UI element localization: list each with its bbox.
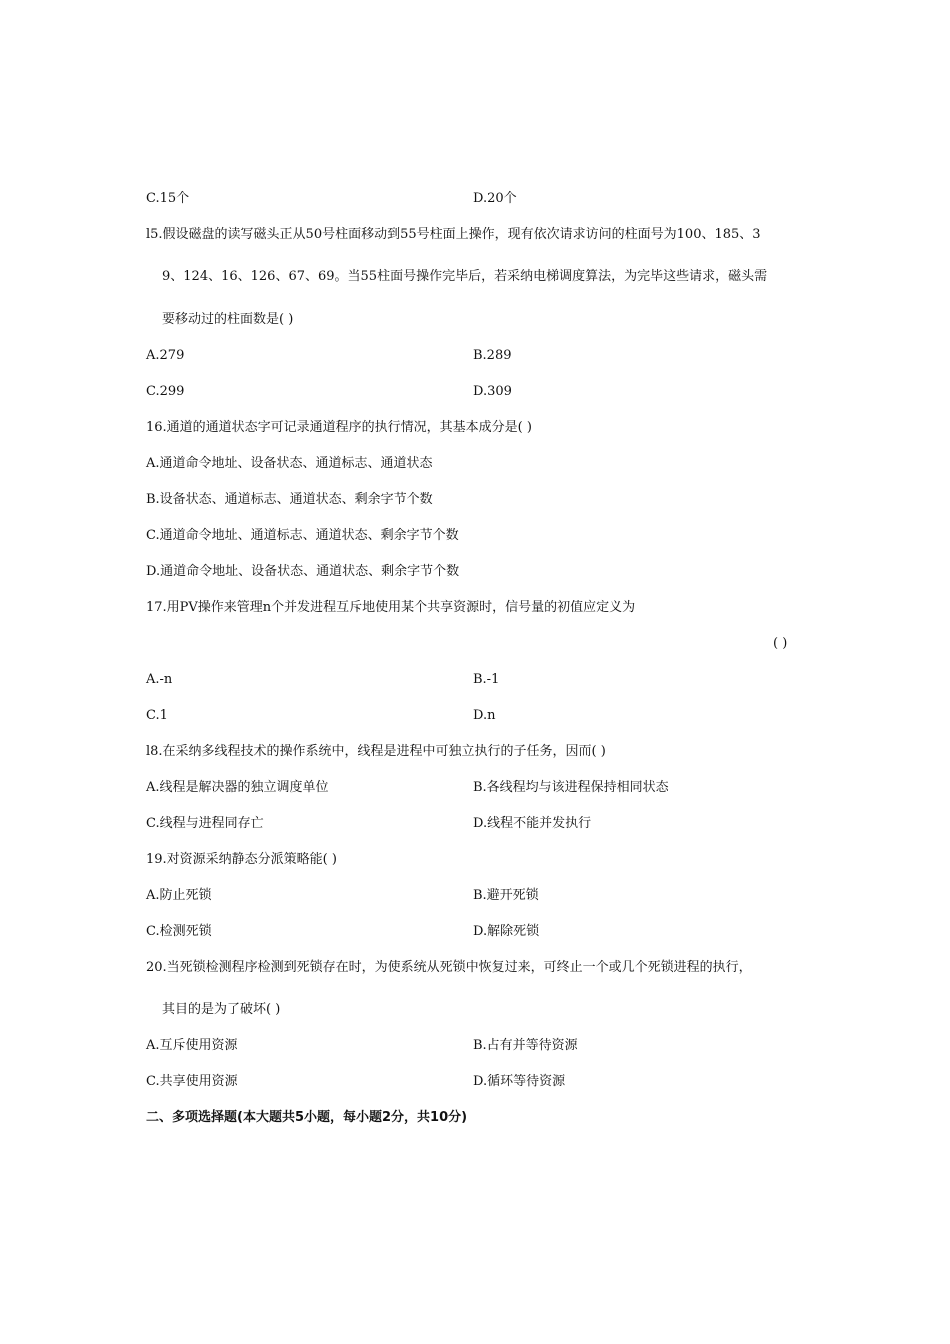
q20-option-b: B.占有并等待资源 [473,1038,578,1053]
q15-option-d: D.309 [473,384,512,399]
q18-option-b: B.各线程均与该进程保持相同状态 [473,780,669,795]
q14-option-c: C.15个 [146,191,190,206]
q19-option-a: A.防止死锁 [146,888,212,903]
q20-stem-line2: 其目的是为了破坏( ) [162,1002,281,1017]
q19-option-d: D.解除死锁 [473,924,540,939]
q20-option-c: C.共享使用资源 [146,1074,238,1089]
q15-option-b: B.289 [473,348,512,363]
q15-option-c: C.299 [146,384,185,399]
q18-option-a: A.线程是解决器的独立调度单位 [146,780,329,795]
q16-option-d: D.通道命令地址、设备状态、通道状态、剩余字节个数 [146,564,460,579]
q15-stem-line2: 9、124、16、126、67、69。当55柱面号操作完毕后，若采纳电梯调度算法，为完毕这些请求，磁头需 [162,269,768,284]
q16-option-a: A.通道命令地址、设备状态、通道标志、通道状态 [146,456,433,471]
q16-option-c: C.通道命令地址、通道标志、通道状态、剩余字节个数 [146,528,459,543]
q18-option-c: C.线程与进程同存亡 [146,816,264,831]
q17-answer-paren: ( ) [773,636,788,651]
q17-stem: 17.用PV操作来管理n个并发进程互斥地使用某个共享资源时，信号量的初值应定义为 [146,600,636,615]
q16-option-b: B.设备状态、通道标志、通道状态、剩余字节个数 [146,492,433,507]
q17-option-b: B.-1 [473,672,500,687]
q18-stem: l8.在采纳多线程技术的操作系统中，线程是进程中可独立执行的子任务，因而( ) [146,744,606,759]
q15-stem-line1: l5.假设磁盘的读写磁头正从50号柱面移动到55号柱面上操作，现有依次请求访问的柱面号为100、185、3 [146,227,761,242]
q17-option-d: D.n [473,708,496,723]
q15-stem-line3: 要移动过的柱面数是( ) [162,312,294,327]
q15-option-a: A.279 [146,348,185,363]
q20-option-d: D.循环等待资源 [473,1074,566,1089]
q19-stem: 19.对资源采纳静态分派策略能( ) [146,852,337,867]
q18-option-d: D.线程不能并发执行 [473,816,592,831]
q19-option-c: C.检测死锁 [146,924,212,939]
q20-option-a: A.互斥使用资源 [146,1038,238,1053]
q14-option-d: D.20个 [473,191,517,206]
q17-option-a: A.-n [146,672,173,687]
q16-stem: 16.通道的通道状态字可记录通道程序的执行情况，其基本成分是( ) [146,420,532,435]
q17-option-c: C.1 [146,708,168,723]
section-heading: 二、多项选择题(本大题共5小题，每小题2分，共10分) [146,1110,468,1125]
q20-stem-line1: 20.当死锁检测程序检测到死锁存在时，为使系统从死锁中恢复过来，可终止一个或几个死锁进程的执行， [146,960,752,975]
q19-option-b: B.避开死锁 [473,888,539,903]
